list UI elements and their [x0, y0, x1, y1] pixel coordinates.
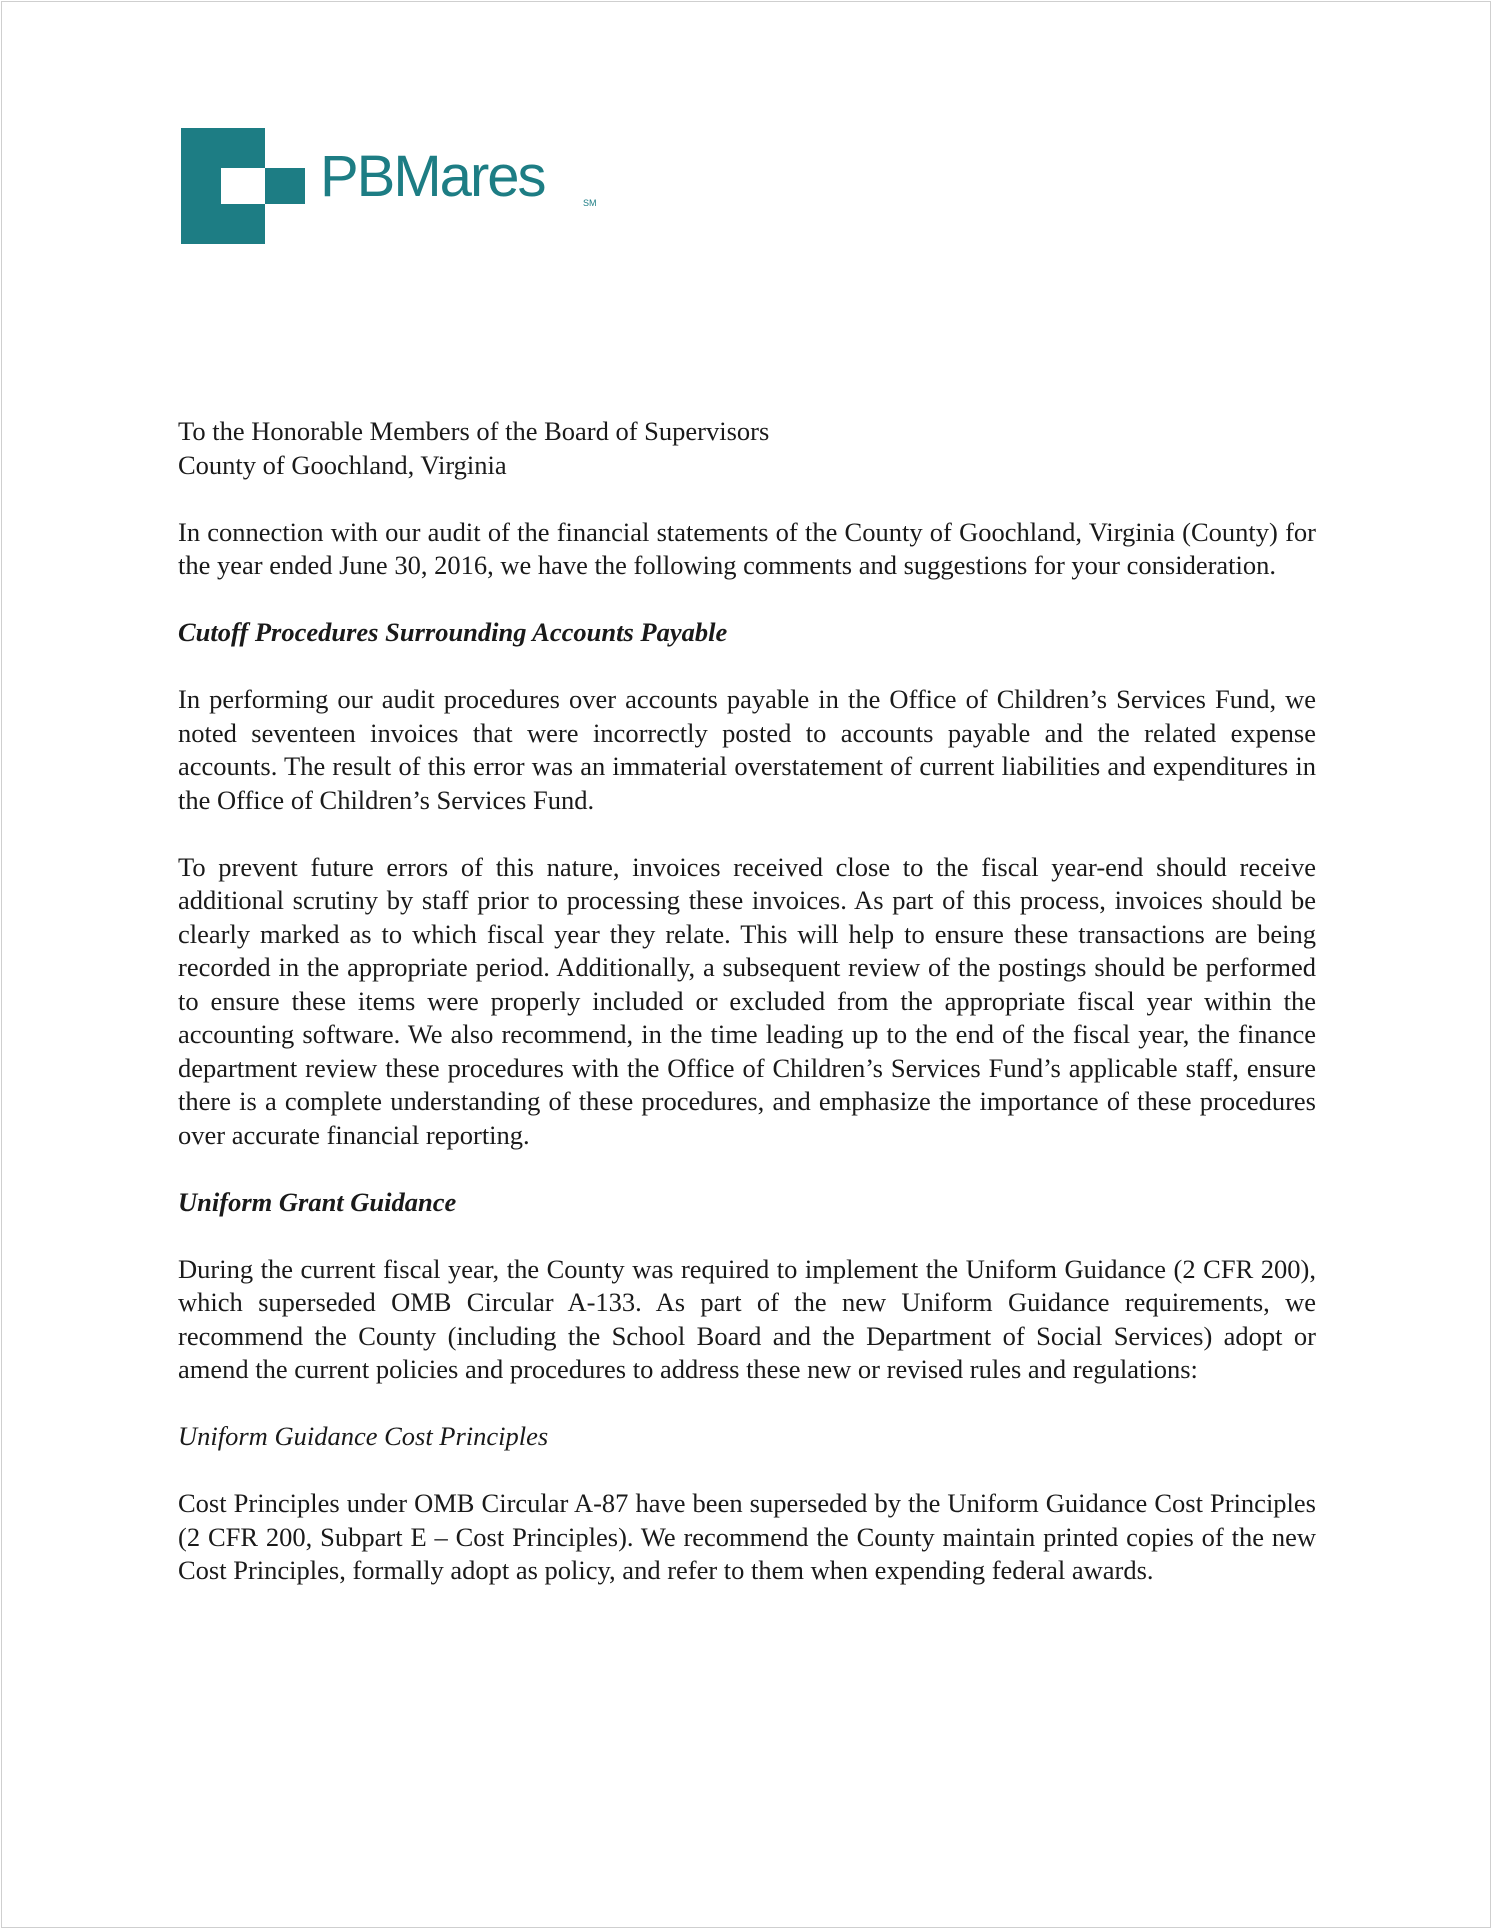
cost-principles-paragraph: Cost Principles under OMB Circular A-87 have been superseded by the Uniform Guidance Cost Principles (2 CFR 200, Subpart E – Cost Principles). We recommend the County maintain printed copies of the new Cost Principles, formally adopt as policy, and refer to them when expending federal awards. — [178, 1488, 1316, 1585]
addressee-line-1: To the Honorable Members of the Board of Supervisors — [178, 416, 770, 446]
addressee-line-2: County of Goochland, Virginia — [178, 449, 507, 480]
letter-body — [178, 415, 1316, 1621]
section-heading-uniform-grant: Uniform Grant Guidance — [178, 1186, 457, 1217]
pbmares-logo-mark-icon — [181, 128, 311, 246]
pbmares-logo — [181, 128, 621, 246]
logo-wordmark: PBMares — [320, 144, 545, 209]
subheading-cost-principles: Uniform Guidance Cost Principles — [178, 1421, 549, 1451]
logo-service-mark: SM — [583, 198, 597, 208]
section-heading-cutoff: Cutoff Procedures Surrounding Accounts Payable — [178, 617, 728, 647]
intro-paragraph: In connection with our audit of the financial statements of the County of Goochland, Virginia (County) for the year ended June 30, 2016, we have the following comments and suggestions for your consideration. — [178, 516, 1316, 580]
cutoff-paragraph-2: To prevent future errors of this nature, invoices received close to the fiscal year-end should receive additional scrutiny by staff prior to processing these invoices. As part of this process, invoices should be clearly marked as to which fiscal year they relate. This will help to ensure these transactions are being recorded in the appropriate period. Additionally, a subsequent review of the postings should be performed to ensure these items were properly included or excluded from the appropriate fiscal year within the accounting software. We also recommend, in the time leading up to the end of the fiscal year, the finance department review these procedures with the Office of Children’s Services Fund’s applicable staff, ensure there is a complete understanding of these procedures, and emphasize the importance of these procedures over accurate financial reporting. — [178, 851, 1316, 1150]
uniform-grant-paragraph: During the current fiscal year, the County was required to implement the Uniform Guidance (2 CFR 200), which superseded OMB Circular A-133. As part of the new Uniform Guidance requirements, we recommend the County (including the School Board and the Department of Social Services) adopt or amend the current policies and procedures to address these new or revised rules and regulations: — [178, 1253, 1316, 1384]
cutoff-paragraph-1: In performing our audit procedures over accounts payable in the Office of Children’s Services Fund, we noted seventeen invoices that were incorrectly posted to accounts payable and the related expense accounts. The result of this error was an immaterial overstatement of current liabilities and expenditures in the Office of Children’s Services Fund. — [178, 684, 1316, 815]
addressee-block — [178, 415, 1316, 482]
